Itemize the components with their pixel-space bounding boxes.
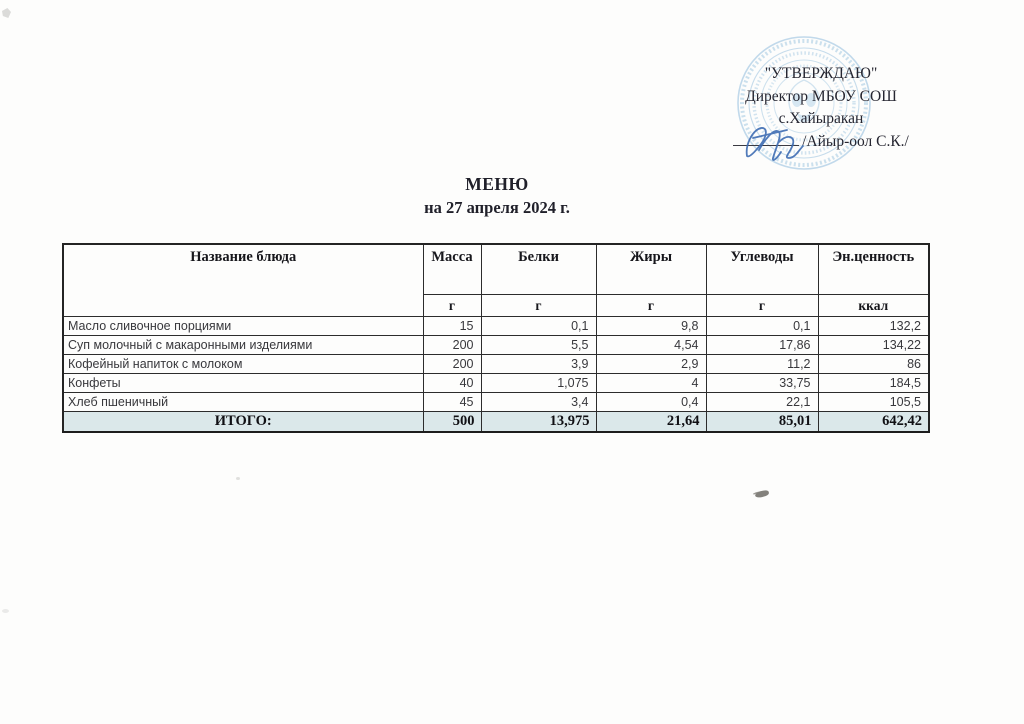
col-header-dish-name: Название блюда	[63, 244, 423, 317]
unit-mass: г	[423, 295, 481, 317]
table-header-row	[63, 244, 929, 295]
dish-energy: 86	[818, 355, 929, 374]
total-fat: 21,64	[596, 412, 706, 433]
handwritten-signature	[741, 116, 821, 168]
dish-mass: 45	[423, 393, 481, 412]
col-header-protein: Белки	[481, 244, 596, 295]
dish-name: Суп молочный с макаронными изделиями	[63, 336, 423, 355]
col-header-mass: Масса	[423, 244, 481, 295]
approval-line-director: Директор МБОУ СОШ	[745, 87, 897, 105]
dish-mass: 200	[423, 336, 481, 355]
dish-fat: 9,8	[596, 317, 706, 336]
unit-carbs: г	[706, 295, 818, 317]
scan-speck	[2, 609, 9, 613]
dish-fat: 4,54	[596, 336, 706, 355]
dish-name: Масло сливочное порциями	[63, 317, 423, 336]
scan-speck	[236, 477, 240, 480]
dish-protein: 0,1	[481, 317, 596, 336]
dish-fat: 0,4	[596, 393, 706, 412]
dish-protein: 5,5	[481, 336, 596, 355]
dish-protein: 3,9	[481, 355, 596, 374]
dish-energy: 134,22	[818, 336, 929, 355]
approval-line-utverzhdayu: "УТВЕРЖДАЮ"	[764, 65, 878, 82]
total-label: ИТОГО:	[63, 412, 423, 433]
document-title-block	[0, 174, 994, 218]
menu-table	[62, 243, 930, 433]
table-row	[63, 317, 929, 336]
scan-speck	[2, 8, 11, 18]
table-row	[63, 374, 929, 393]
dish-fat: 2,9	[596, 355, 706, 374]
dish-protein: 1,075	[481, 374, 596, 393]
dish-energy: 132,2	[818, 317, 929, 336]
approval-line-school: с.Хайыракан	[778, 110, 864, 128]
unit-fat: г	[596, 295, 706, 317]
dish-fat: 4	[596, 374, 706, 393]
total-protein: 13,975	[481, 412, 596, 433]
dish-mass: 200	[423, 355, 481, 374]
table-total-row	[63, 412, 929, 433]
unit-energy: ккал	[818, 295, 929, 317]
page-title: МЕНЮ	[465, 174, 529, 194]
dish-energy: 105,5	[818, 393, 929, 412]
dish-carbs: 17,86	[706, 336, 818, 355]
page-subtitle-date: на 27 апреля 2024 г.	[424, 198, 570, 217]
dish-energy: 184,5	[818, 374, 929, 393]
dish-carbs: 11,2	[706, 355, 818, 374]
dish-carbs: 0,1	[706, 317, 818, 336]
scan-speck	[755, 490, 770, 499]
unit-protein: г	[481, 295, 596, 317]
dish-name: Кофейный напиток с молоком	[63, 355, 423, 374]
dish-protein: 3,4	[481, 393, 596, 412]
total-mass: 500	[423, 412, 481, 433]
table-row	[63, 355, 929, 374]
dish-carbs: 33,75	[706, 374, 818, 393]
col-header-carbs: Углеводы	[706, 244, 818, 295]
dish-name: Хлеб пшеничный	[63, 393, 423, 412]
table-row	[63, 393, 929, 412]
dish-mass: 15	[423, 317, 481, 336]
col-header-energy: Эн.ценность	[818, 244, 929, 295]
dish-name: Конфеты	[63, 374, 423, 393]
table-row	[63, 336, 929, 355]
total-energy: 642,42	[818, 412, 929, 433]
approval-signed-name: /Айыр-оол С.К./	[802, 132, 909, 150]
dish-mass: 40	[423, 374, 481, 393]
col-header-fat: Жиры	[596, 244, 706, 295]
dish-carbs: 22,1	[706, 393, 818, 412]
total-carbs: 85,01	[706, 412, 818, 433]
